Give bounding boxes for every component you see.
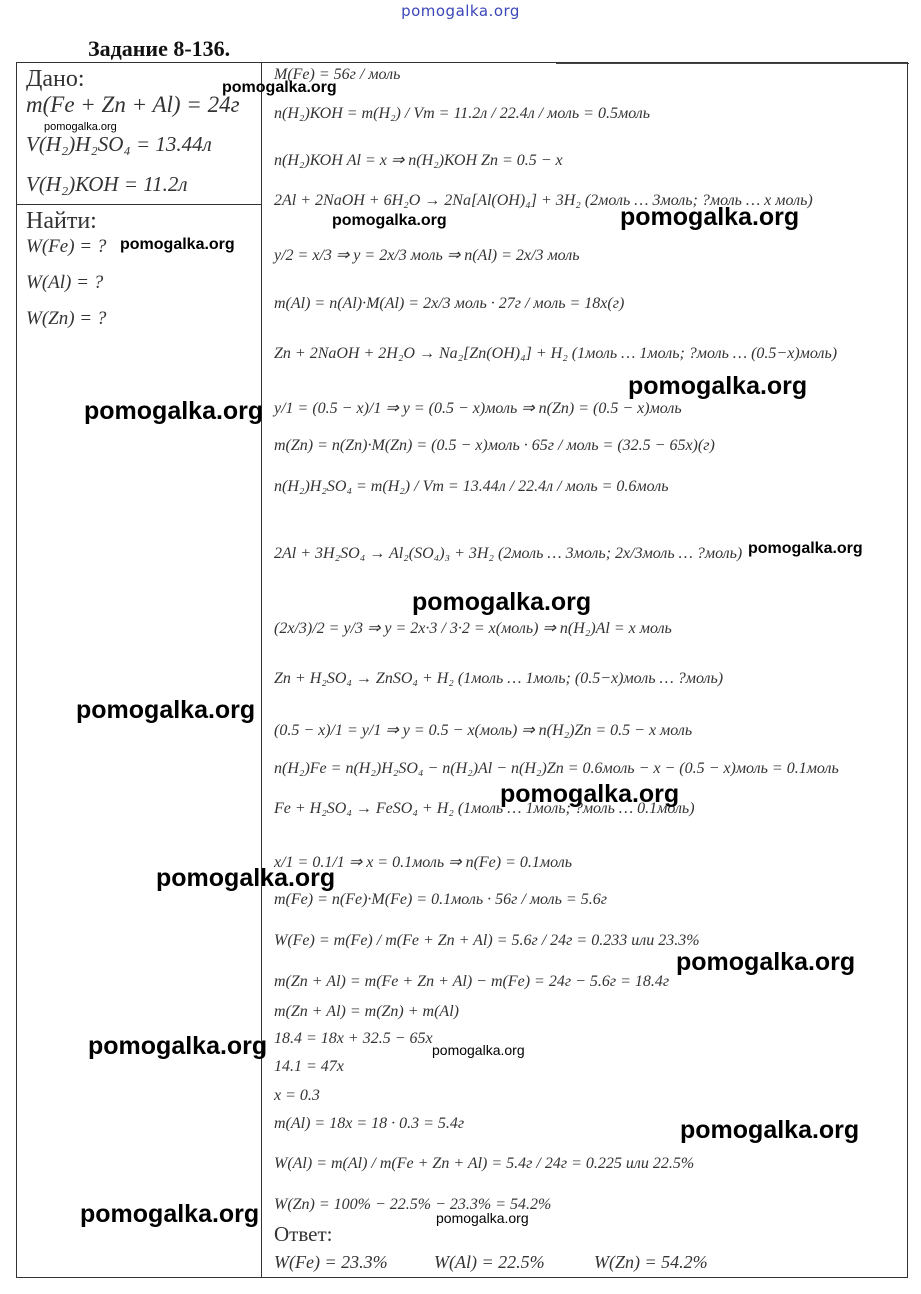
solution-line: n(H₂)КОН = m(H₂) / Vm = 11.2л / 22.4л / моль = 0.5моль — [274, 105, 651, 122]
watermark: pomogalka.org — [222, 79, 337, 96]
solution-line: 2Al + 2NaOH + 6H₂O → 2Na[Al(OH)₄] + 3H₂ (2моль … 3моль; ?моль … x моль) — [274, 192, 813, 209]
solution-line: m(Zn + Al) = m(Fe + Zn + Al) − m(Fe) = 24г − 5.6г = 18.4г — [274, 973, 670, 990]
solution-line: m(Al) = 18x = 18 · 0.3 = 5.4г — [274, 1115, 465, 1132]
watermark: pomogalka.org — [76, 696, 256, 724]
watermark: pomogalka.org — [628, 372, 808, 400]
solution-line: 14.1 = 47x — [274, 1058, 344, 1075]
watermark: pomogalka.org — [80, 1200, 260, 1228]
column-divider — [261, 62, 262, 1278]
solution-line: n(H₂)КОН Al = x ⇒ n(H₂)КОН Zn = 0.5 − x — [274, 152, 563, 169]
given-volume-koh: V(H₂)КОН = 11.2л — [26, 172, 188, 196]
find-item-fe: W(Fe) = ? — [26, 236, 107, 257]
watermark: pomogalka.org — [620, 203, 800, 231]
solution-line: (0.5 − x)/1 = y/1 ⇒ y = 0.5 − x(моль) ⇒ n(H₂)Zn = 0.5 − x моль — [274, 722, 693, 739]
solution-line: W(Zn) = 100% − 22.5% − 23.3% = 54.2% — [274, 1196, 552, 1213]
answer-fe: W(Fe) = 23.3% — [274, 1252, 388, 1272]
given-label: Дано: — [26, 66, 85, 92]
watermark: pomogalka.org — [680, 1116, 860, 1144]
solution-line: x = 0.3 — [274, 1087, 320, 1104]
solution-line: n(H₂)Fe = n(H₂)H₂SO₄ − n(H₂)Al − n(H₂)Zn = 0.6моль − x − (0.5 − x)моль = 0.1моль — [274, 760, 839, 777]
solution-line: Fe + H₂SO₄ → FeSO₄ + H₂ (1моль … 1моль; ?моль … 0.1моль) — [274, 800, 695, 817]
find-item-al: W(Al) = ? — [26, 272, 104, 293]
answer-label: Ответ: — [274, 1222, 333, 1246]
solution-line: m(Al) = n(Al)·M(Al) = 2x/3 моль · 27г / моль = 18x(г) — [274, 295, 625, 312]
solution-line: 2Al + 3H₂SO₄ → Al₂(SO₄)₃ + 3H₂ (2моль … 3моль; 2x/3моль … ?моль) — [274, 545, 743, 562]
solution-line: m(Fe) = n(Fe)·M(Fe) = 0.1моль · 56г / моль = 5.6г — [274, 891, 607, 908]
given-mass: m(Fe + Zn + Al) = 24г — [26, 92, 240, 117]
solution-line: (2x/3)/2 = y/3 ⇒ y = 2x·3 / 3·2 = x(моль) ⇒ n(H₂)Al = x моль — [274, 620, 672, 637]
watermark: pomogalka.org — [676, 948, 856, 976]
solution-line: y/1 = (0.5 − x)/1 ⇒ y = (0.5 − x)моль ⇒ n(Zn) = (0.5 − x)моль — [274, 400, 682, 417]
solution-line: n(H₂)H₂SO₄ = m(H₂) / Vm = 13.44л / 22.4л / моль = 0.6моль — [274, 478, 669, 495]
watermark: pomogalka.org — [120, 236, 235, 253]
watermark: pomogalka.org — [88, 1032, 268, 1060]
find-label: Найти: — [26, 208, 97, 234]
solution-line: M(Fe) = 56г / моль — [274, 66, 401, 83]
given-find-divider — [16, 204, 262, 205]
watermark: pomogalka.org — [332, 212, 447, 229]
watermark: pomogalka.org — [500, 780, 680, 808]
solution-line: y/2 = x/3 ⇒ y = 2x/3 моль ⇒ n(Al) = 2x/3 моль — [274, 247, 580, 264]
answer-zn: W(Zn) = 54.2% — [594, 1252, 708, 1272]
watermark: pomogalka.org — [748, 540, 863, 557]
watermark: pomogalka.org — [436, 1210, 529, 1226]
site-header[interactable]: pomogalka.org — [401, 2, 520, 20]
watermark: pomogalka.org — [412, 588, 592, 616]
task-title: Задание 8-136. — [88, 36, 231, 61]
watermark: pomogalka.org — [432, 1042, 525, 1058]
solution-line: m(Zn + Al) = m(Zn) + m(Al) — [274, 1003, 459, 1020]
solution-line: W(Al) = m(Al) / m(Fe + Zn + Al) = 5.4г / 24г = 0.225 или 22.5% — [274, 1155, 695, 1172]
solution-line: m(Zn) = n(Zn)·M(Zn) = (0.5 − x)моль · 65г / моль = (32.5 − 65x)(г) — [274, 437, 715, 454]
watermark: pomogalka.org — [84, 397, 264, 425]
solution-line: 18.4 = 18x + 32.5 − 65x — [274, 1030, 433, 1047]
solution-line: x/1 = 0.1/1 ⇒ x = 0.1моль ⇒ n(Fe) = 0.1моль — [274, 854, 572, 871]
answer-al: W(Al) = 22.5% — [434, 1252, 545, 1272]
given-volume-h2so4: V(H₂)H₂SO₄ = 13.44л — [26, 132, 212, 156]
find-item-zn: W(Zn) = ? — [26, 308, 107, 329]
watermark: pomogalka.org — [156, 864, 336, 892]
solution-line: Zn + 2NaOH + 2H₂O → Na₂[Zn(OH)₄] + H₂ (1моль … 1моль; ?моль … (0.5−x)моль) — [274, 345, 838, 362]
solution-line: W(Fe) = m(Fe) / m(Fe + Zn + Al) = 5.6г / 24г = 0.233 или 23.3% — [274, 932, 700, 949]
watermark: pomogalka.org — [44, 121, 117, 133]
solution-line: Zn + H₂SO₄ → ZnSO₄ + H₂ (1моль … 1моль; (0.5−x)моль … ?моль) — [274, 670, 724, 687]
